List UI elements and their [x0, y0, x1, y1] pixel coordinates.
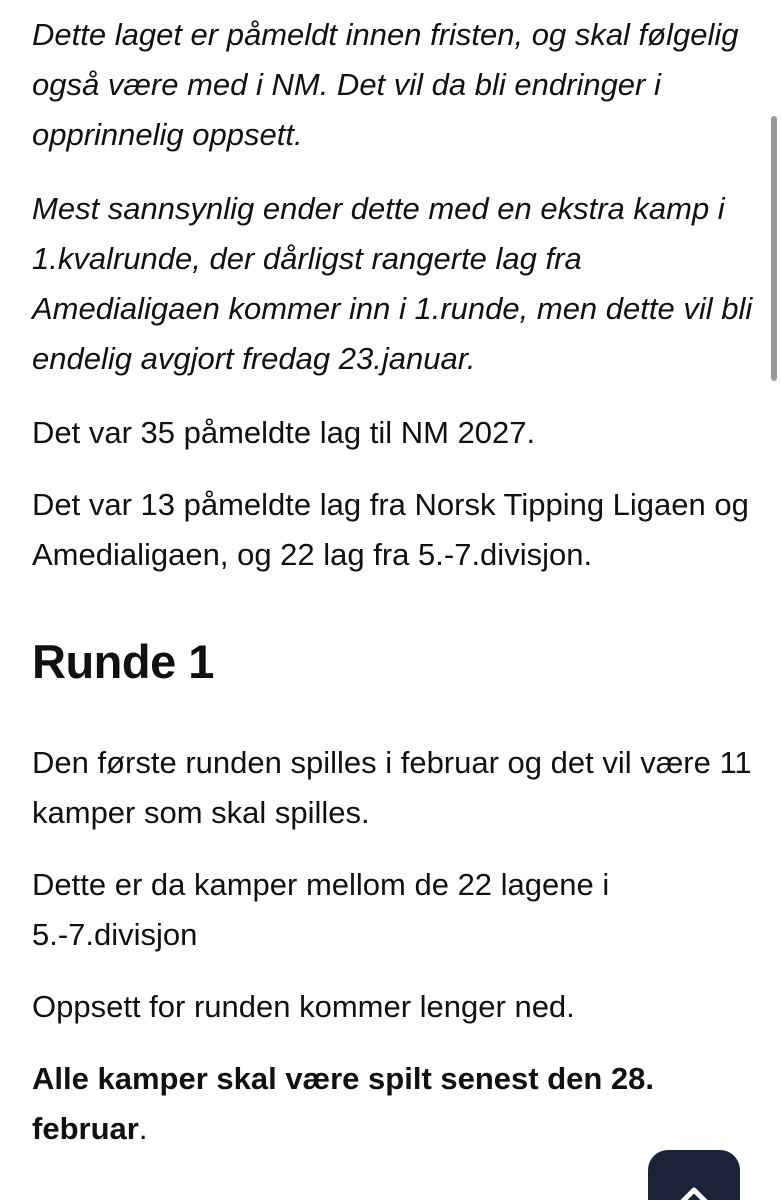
article-body [32, 10, 757, 1154]
deadline-bold-text: Alle kamper skal være spilt senest den 28. februar [32, 1061, 655, 1146]
chevron-up-icon [674, 1176, 714, 1200]
scrollbar[interactable] [771, 116, 777, 381]
paragraph-likely-outcome: Mest sannsynlig ender dette med en ekstra kamp i 1.kvalrunde, der dårligst rangerte lag fra Amedialigaen kommer inn i 1.runde, men dette vil bli endelig avgjort fredag 23.januar. [32, 191, 753, 376]
paragraph-round-teams: Dette er da kamper mellom de 22 lagene i 5.-7.divisjon [32, 867, 610, 952]
paragraph-team-breakdown: Det var 13 påmeldte lag fra Norsk Tipping Ligaen og Amedialigaen, og 22 lag fra 5.-7.divisjon. [32, 487, 749, 572]
paragraph-deadline [32, 1054, 757, 1154]
scroll-to-top-button[interactable] [648, 1150, 740, 1200]
paragraph-schedule-note: Oppsett for runden kommer lenger ned. [32, 989, 575, 1024]
section-heading: Runde 1 [32, 635, 214, 688]
deadline-period: . [138, 1111, 148, 1146]
paragraph-update-notice: Dette laget er påmeldt innen fristen, og skal følgelig også være med i NM. Det vil da bli endringer i opprinnelig oppsett. [32, 17, 739, 152]
paragraph-team-count: Det var 35 påmeldte lag til NM 2027. [32, 415, 536, 450]
paragraph-round-info: Den første runden spilles i februar og det vil være 11 kamper som skal spilles. [32, 745, 752, 830]
